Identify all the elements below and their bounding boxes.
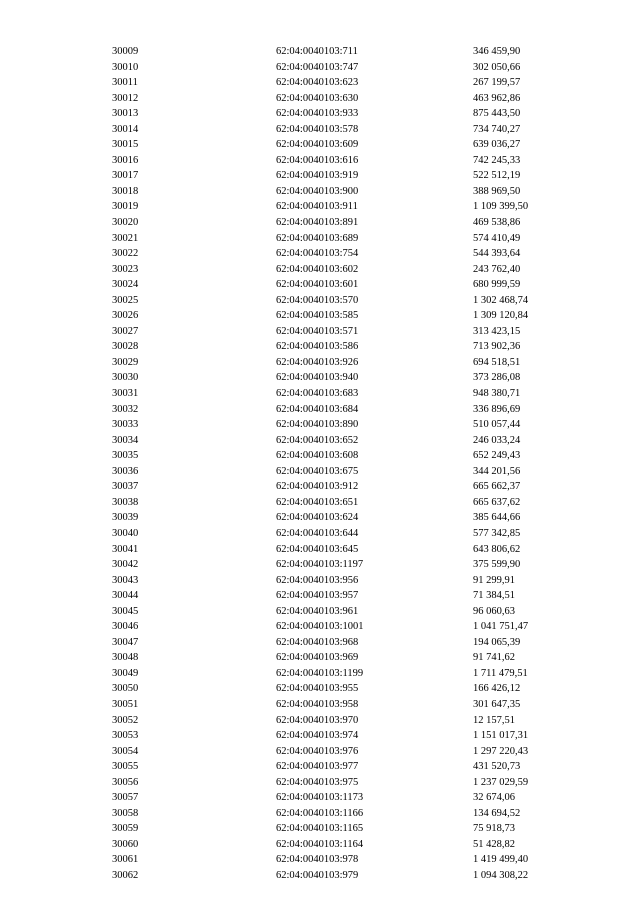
row-number: 30022	[112, 248, 139, 260]
cadastral-value: 388 969,50	[473, 185, 521, 197]
cadastral-number: 62:04:0040103:711	[276, 46, 358, 57]
row-number: 30011	[112, 77, 138, 89]
cadastral-value: 344 201,56	[473, 465, 521, 477]
table-row	[0, 619, 640, 635]
cadastral-number: 62:04:0040103:979	[276, 869, 359, 881]
cadastral-number: 62:04:0040103:978	[276, 854, 359, 866]
table-row	[0, 137, 640, 153]
table-row	[0, 666, 640, 682]
cadastral-number: 62:04:0040103:890	[276, 419, 359, 431]
cadastral-value: 375 599,90	[473, 559, 521, 571]
table-row	[0, 433, 640, 449]
row-number: 30019	[112, 201, 139, 213]
table-row	[0, 635, 640, 651]
cadastral-value: 522 512,19	[473, 170, 521, 182]
row-number: 30061	[112, 854, 139, 866]
row-number: 30027	[112, 325, 139, 337]
table-row	[0, 370, 640, 386]
cadastral-number: 62:04:0040103:684	[276, 403, 359, 415]
cadastral-number: 62:04:0040103:919	[276, 170, 359, 182]
cadastral-number: 62:04:0040103:630	[276, 92, 359, 104]
cadastral-value: 194 065,39	[473, 636, 521, 648]
table-row	[0, 215, 640, 231]
cadastral-value: 336 896,69	[473, 403, 521, 415]
table-row	[0, 277, 640, 293]
cadastral-value: 713 902,36	[473, 341, 521, 353]
table-row	[0, 91, 640, 107]
row-number: 30054	[112, 745, 139, 757]
table-row	[0, 293, 640, 309]
cadastral-value: 742 245,33	[473, 154, 521, 166]
table-row	[0, 588, 640, 604]
row-number: 30035	[112, 450, 139, 462]
cadastral-number: 62:04:0040103:970	[276, 714, 359, 726]
row-number: 30010	[112, 61, 139, 73]
table-row	[0, 246, 640, 262]
row-number: 30026	[112, 310, 139, 322]
cadastral-number: 62:04:0040103:586	[276, 341, 359, 353]
row-number: 30024	[112, 279, 139, 291]
row-number: 30052	[112, 714, 139, 726]
cadastral-number: 62:04:0040103:609	[276, 139, 359, 151]
row-number: 30038	[112, 496, 139, 508]
row-number: 30039	[112, 512, 139, 524]
table-row	[0, 402, 640, 418]
row-number: 30046	[112, 621, 139, 633]
table-row	[0, 355, 640, 371]
cadastral-number: 62:04:0040103:900	[276, 185, 359, 197]
row-number: 30044	[112, 590, 139, 602]
cadastral-number: 62:04:0040103:974	[276, 730, 359, 742]
table-row	[0, 837, 640, 853]
data-table	[0, 44, 640, 884]
table-row	[0, 790, 640, 806]
cadastral-number: 62:04:0040103:956	[276, 574, 359, 586]
cadastral-number: 62:04:0040103:623	[276, 77, 359, 89]
cadastral-number: 62:04:0040103:955	[276, 683, 359, 695]
cadastral-value: 1 711 479,51	[473, 667, 528, 679]
table-row	[0, 464, 640, 480]
cadastral-number: 62:04:0040103:958	[276, 698, 359, 710]
cadastral-number: 62:04:0040103:571	[276, 325, 359, 337]
row-number: 30051	[112, 698, 139, 710]
cadastral-value: 32 674,06	[473, 792, 515, 804]
row-number: 30031	[112, 388, 139, 400]
cadastral-number: 62:04:0040103:689	[276, 232, 359, 244]
cadastral-value: 1 094 308,22	[473, 869, 529, 881]
row-number: 30047	[112, 636, 139, 648]
row-number: 30030	[112, 372, 139, 384]
row-number: 30029	[112, 356, 139, 368]
cadastral-value: 385 644,66	[473, 512, 521, 524]
cadastral-value: 463 962,86	[473, 92, 521, 104]
cadastral-number: 62:04:0040103:1165	[276, 823, 364, 835]
cadastral-number: 62:04:0040103:969	[276, 652, 359, 664]
cadastral-value: 510 057,44	[473, 419, 521, 431]
table-row	[0, 557, 640, 573]
cadastral-value: 166 426,12	[473, 683, 521, 695]
cadastral-value: 544 393,64	[473, 248, 521, 260]
table-row	[0, 542, 640, 558]
cadastral-number: 62:04:0040103:1166	[276, 807, 364, 819]
row-number: 30014	[112, 123, 139, 135]
row-number: 30023	[112, 263, 139, 275]
table-row	[0, 308, 640, 324]
cadastral-value: 246 033,24	[473, 434, 521, 446]
row-number: 30050	[112, 683, 139, 695]
table-row	[0, 650, 640, 666]
table-row	[0, 806, 640, 822]
cadastral-value: 134 694,52	[473, 807, 521, 819]
cadastral-value: 1 151 017,31	[473, 730, 529, 742]
table-row	[0, 262, 640, 278]
cadastral-number: 62:04:0040103:624	[276, 512, 359, 524]
cadastral-number: 62:04:0040103:976	[276, 745, 359, 757]
row-number: 30045	[112, 605, 139, 617]
table-row	[0, 510, 640, 526]
cadastral-value: 734 740,27	[473, 123, 521, 135]
row-number: 30048	[112, 652, 139, 664]
table-row	[0, 106, 640, 122]
row-number: 30037	[112, 481, 139, 493]
table-row	[0, 495, 640, 511]
cadastral-value: 346 459,90	[473, 46, 521, 57]
row-number: 30059	[112, 823, 139, 835]
cadastral-value: 1 041 751,47	[473, 621, 529, 633]
row-number: 30020	[112, 217, 139, 229]
cadastral-number: 62:04:0040103:957	[276, 590, 359, 602]
cadastral-value: 51 428,82	[473, 838, 515, 850]
cadastral-value: 652 249,43	[473, 450, 521, 462]
cadastral-number: 62:04:0040103:570	[276, 294, 359, 306]
cadastral-number: 62:04:0040103:911	[276, 201, 358, 213]
row-number: 30057	[112, 792, 139, 804]
cadastral-number: 62:04:0040103:977	[276, 761, 359, 773]
row-number: 30034	[112, 434, 139, 446]
table-row	[0, 697, 640, 713]
cadastral-number: 62:04:0040103:1001	[276, 621, 364, 633]
table-row	[0, 122, 640, 138]
row-number: 30009	[112, 46, 139, 57]
cadastral-value: 643 806,62	[473, 543, 521, 555]
row-number: 30043	[112, 574, 139, 586]
cadastral-number: 62:04:0040103:608	[276, 450, 359, 462]
row-number: 30025	[112, 294, 139, 306]
cadastral-number: 62:04:0040103:754	[276, 248, 359, 260]
table-row	[0, 168, 640, 184]
cadastral-value: 665 662,37	[473, 481, 521, 493]
cadastral-value: 302 050,66	[473, 61, 521, 73]
table-row	[0, 386, 640, 402]
cadastral-number: 62:04:0040103:940	[276, 372, 359, 384]
cadastral-number: 62:04:0040103:1199	[276, 667, 364, 679]
cadastral-number: 62:04:0040103:652	[276, 434, 359, 446]
table-row	[0, 417, 640, 433]
row-number: 30021	[112, 232, 139, 244]
cadastral-value: 1 309 120,84	[473, 310, 529, 322]
table-row	[0, 339, 640, 355]
cadastral-value: 267 199,57	[473, 77, 521, 89]
cadastral-number: 62:04:0040103:601	[276, 279, 359, 291]
cadastral-number: 62:04:0040103:585	[276, 310, 359, 322]
row-number: 30041	[112, 543, 139, 555]
cadastral-number: 62:04:0040103:578	[276, 123, 359, 135]
cadastral-value: 91 299,91	[473, 574, 515, 586]
cadastral-value: 694 518,51	[473, 356, 521, 368]
table-row	[0, 744, 640, 760]
row-number: 30049	[112, 667, 139, 679]
row-number: 30042	[112, 559, 139, 571]
cadastral-number: 62:04:0040103:975	[276, 776, 359, 788]
cadastral-number: 62:04:0040103:961	[276, 605, 359, 617]
table-row	[0, 324, 640, 340]
cadastral-number: 62:04:0040103:891	[276, 217, 359, 229]
cadastral-value: 243 762,40	[473, 263, 521, 275]
cadastral-value: 1 297 220,43	[473, 745, 529, 757]
cadastral-value: 1 419 499,40	[473, 854, 529, 866]
row-number: 30013	[112, 108, 139, 120]
row-number: 30012	[112, 92, 139, 104]
cadastral-value: 373 286,08	[473, 372, 521, 384]
row-number: 30040	[112, 527, 139, 539]
cadastral-number: 62:04:0040103:616	[276, 154, 359, 166]
cadastral-value: 313 423,15	[473, 325, 521, 337]
table-row	[0, 573, 640, 589]
row-number: 30036	[112, 465, 139, 477]
row-number: 30016	[112, 154, 139, 166]
table-row	[0, 199, 640, 215]
table-row	[0, 231, 640, 247]
row-number: 30056	[112, 776, 139, 788]
cadastral-value: 680 999,59	[473, 279, 521, 291]
table-row	[0, 713, 640, 729]
cadastral-number: 62:04:0040103:926	[276, 356, 359, 368]
cadastral-value: 91 741,62	[473, 652, 515, 664]
row-number: 30033	[112, 419, 139, 431]
cadastral-value: 639 036,27	[473, 139, 521, 151]
cadastral-number: 62:04:0040103:1173	[276, 792, 364, 804]
cadastral-number: 62:04:0040103:675	[276, 465, 359, 477]
table-row	[0, 75, 640, 91]
row-number: 30058	[112, 807, 139, 819]
cadastral-value: 12 157,51	[473, 714, 515, 726]
table-row	[0, 448, 640, 464]
row-number: 30062	[112, 869, 139, 881]
table-row	[0, 526, 640, 542]
cadastral-value: 75 918,73	[473, 823, 515, 835]
cadastral-value: 577 342,85	[473, 527, 521, 539]
cadastral-number: 62:04:0040103:968	[276, 636, 359, 648]
cadastral-number: 62:04:0040103:933	[276, 108, 359, 120]
table-row	[0, 184, 640, 200]
cadastral-value: 431 520,73	[473, 761, 521, 773]
table-row	[0, 868, 640, 884]
table-row	[0, 44, 640, 60]
table-row	[0, 604, 640, 620]
cadastral-number: 62:04:0040103:1164	[276, 838, 364, 850]
cadastral-number: 62:04:0040103:645	[276, 543, 359, 555]
row-number: 30060	[112, 838, 139, 850]
table-row	[0, 759, 640, 775]
row-number: 30053	[112, 730, 139, 742]
cadastral-number: 62:04:0040103:912	[276, 481, 359, 493]
table-row	[0, 852, 640, 868]
table-row	[0, 153, 640, 169]
cadastral-number: 62:04:0040103:1197	[276, 559, 364, 571]
cadastral-value: 1 109 399,50	[473, 201, 529, 213]
cadastral-value: 71 384,51	[473, 590, 515, 602]
cadastral-value: 301 647,35	[473, 698, 521, 710]
cadastral-value: 875 443,50	[473, 108, 521, 120]
cadastral-number: 62:04:0040103:747	[276, 61, 359, 73]
table-row	[0, 821, 640, 837]
table-row	[0, 728, 640, 744]
cadastral-number: 62:04:0040103:644	[276, 527, 359, 539]
cadastral-value: 469 538,86	[473, 217, 521, 229]
cadastral-number: 62:04:0040103:683	[276, 388, 359, 400]
cadastral-number: 62:04:0040103:602	[276, 263, 359, 275]
cadastral-number: 62:04:0040103:651	[276, 496, 359, 508]
cadastral-value: 96 060,63	[473, 605, 515, 617]
row-number: 30032	[112, 403, 139, 415]
table-row	[0, 479, 640, 495]
cadastral-value: 574 410,49	[473, 232, 521, 244]
row-number: 30028	[112, 341, 139, 353]
row-number: 30055	[112, 761, 139, 773]
cadastral-value: 948 380,71	[473, 388, 521, 400]
row-number: 30015	[112, 139, 139, 151]
row-number: 30017	[112, 170, 139, 182]
cadastral-value: 1 302 468,74	[473, 294, 529, 306]
cadastral-value: 665 637,62	[473, 496, 521, 508]
table-row	[0, 60, 640, 76]
table-row	[0, 681, 640, 697]
cadastral-value: 1 237 029,59	[473, 776, 529, 788]
row-number: 30018	[112, 185, 139, 197]
table-row	[0, 775, 640, 791]
